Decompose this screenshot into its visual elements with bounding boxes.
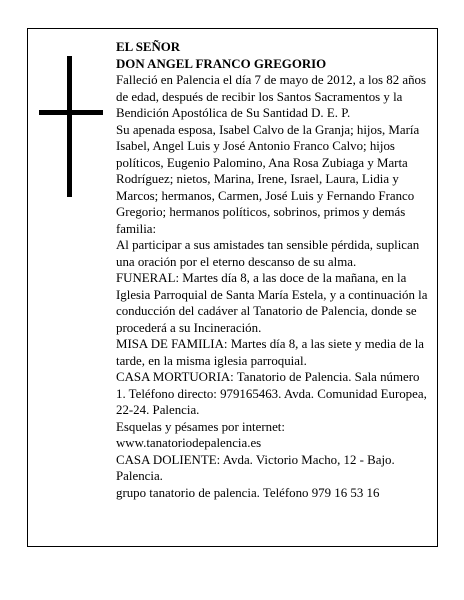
notice-text [116,39,432,501]
notice-heading: EL SEÑOR [116,40,181,54]
death-details-paragraph: Falleció en Palencia el día 7 de mayo de 2012, a los 82 años de edad, después de recibir los Santos Sacramentos y la Bendición Apostólica de Su Santidad D. E. P. [116,73,427,120]
family-mass-paragraph: MISA DE FAMILIA: Martes día 8, a las siete y media de la tarde, en la misma iglesia parroquial. [116,337,424,368]
cross-vertical-bar [67,56,72,197]
funeral-paragraph: FUNERAL: Martes día 8, a las doce de la mañana, en la Iglesia Parroquial de Santa María Estela, y a continuación la conducción del cadáver al Tanatorio de Palencia, donde se procederá a su Incineración. [116,271,428,335]
family-home-paragraph: CASA DOLIENTE: Avda. Victorio Macho, 12 - Bajo. Palencia. [116,452,395,483]
deceased-name: DON ANGEL FRANCO GREGORIO [116,56,327,71]
obituary-notice [27,28,438,547]
funeral-home-paragraph: CASA MORTUORIA: Tanatorio de Palencia. Sala número 1. Teléfono directo: 979165463. Avda. Comunidad Europea, 22-24. Palencia. [116,370,427,417]
family-paragraph: Su apenada esposa, Isabel Calvo de la Granja; hijos, María Isabel, Angel Luis y José Antonio Franco Calvo; hijos políticos, Eugenio Palomino, Ana Rosa Zubiaga y Marta Rodríguez; nietos, Marina, Irene, Israel, Laura, Lidia y Marcos; hermanos, Carmen, José Luis y Fernando Franco Gregorio; hermanos políticos, sobrinos, primos y demás familia: [116,122,420,236]
cross-horizontal-bar [39,110,103,115]
prayer-request-paragraph: Al participar a sus amistades tan sensible pérdida, suplican una oración por el eterno descanso de su alma. [116,238,420,269]
online-condolences-paragraph: Esquelas y pésames por internet: www.tanatoriodepalencia.es [116,419,285,450]
funeral-group-contact: grupo tanatorio de palencia. Teléfono 979 16 53 16 [116,485,380,500]
cross-icon [39,56,103,197]
